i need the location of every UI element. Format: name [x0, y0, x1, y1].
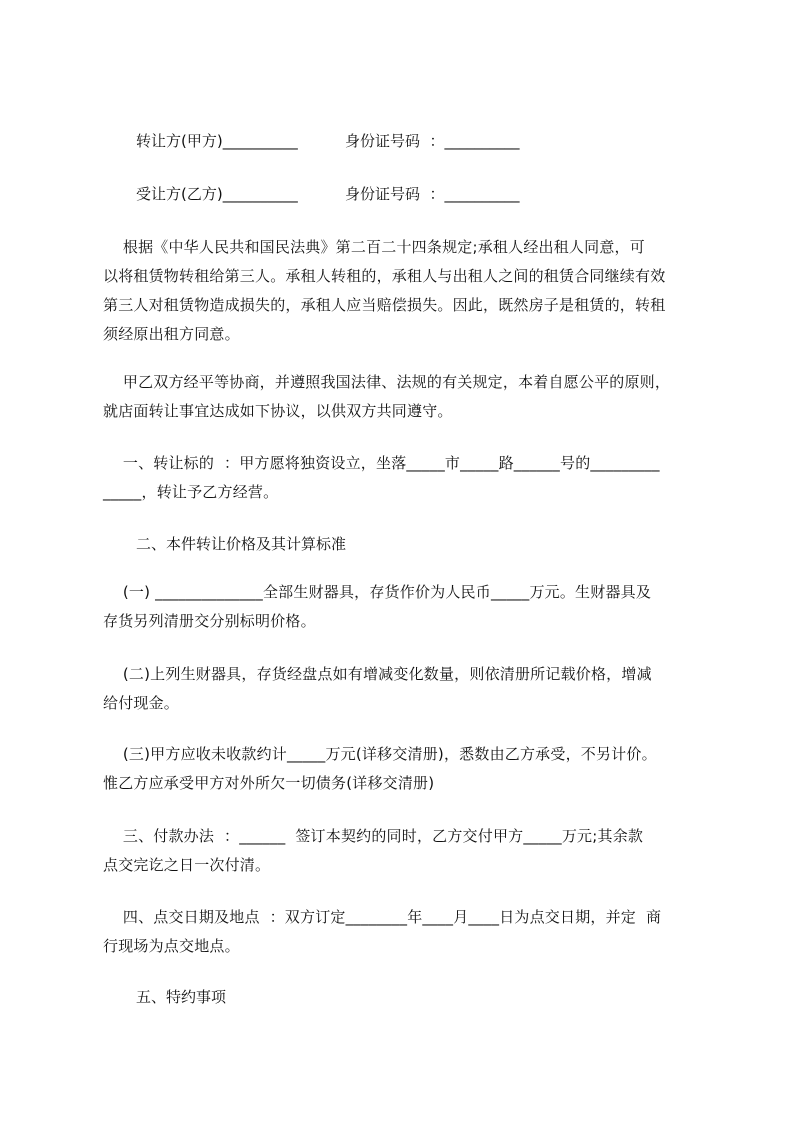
clause-3-line: 点交完讫之日一次付清。 — [103, 856, 271, 874]
agreement-paragraph — [103, 368, 703, 426]
intro-line: 以将租赁物转租给第三人。承租人转租的，承租人与出租人之间的租赁合同继续有效 — [103, 267, 666, 285]
clause-2-3-line: (三)甲方应收未收款约计_____万元(详移交清册)，悉数由乙方承受，不另计价。 — [103, 745, 657, 763]
agreement-line: 甲乙双方经平等协商，并遵照我国法律、法规的有关规定，本着自愿公平的原则， — [103, 373, 671, 391]
clause-2-heading: 二、本件转让价格及其计算标准 — [136, 535, 347, 553]
transferee-line: 受让方(乙方)__________ — [136, 185, 298, 203]
clause-1-line: _____，转让予乙方经营。 — [103, 483, 279, 501]
clause-5-heading: 五、特约事项 — [136, 988, 227, 1006]
clause-4-line: 行现场为点交地点。 — [103, 937, 240, 955]
clause-2-1-line: (一) ______________全部生财器具，存货作价为人民币_____万元。生财器具及 — [103, 583, 652, 601]
clause-1 — [103, 449, 703, 507]
clause-2-3 — [103, 740, 703, 798]
transferee-id-line: 身份证号码 ：__________ — [345, 185, 520, 203]
clause-2-1-line: 存货另列清册交分别标明价格。 — [103, 612, 316, 630]
clause-1-line: 一、转让标的 ：甲方愿将独资设立，坐落_____市_____路______号的_________ — [103, 454, 660, 472]
intro-line: 第三人对租赁物造成损失的，承租人应当赔偿损失。因此，既然房子是租赁的，转租 — [103, 296, 666, 314]
clause-2-3-line: 惟乙方应承受甲方对外所欠一切债务(详移交清册) — [103, 774, 435, 792]
clause-2-2 — [103, 660, 703, 718]
intro-line: 须经原出租方同意。 — [103, 325, 240, 343]
clause-2-2-line: 给付现金。 — [103, 694, 180, 712]
clause-4-line: 四、点交日期及地点 ：双方订定________年____月____日为点交日期，并定 商 — [103, 908, 662, 926]
intro-line: 根据《中华人民共和国民法典》第二百二十四条规定;承租人经出租人同意，可 — [103, 238, 645, 256]
clause-2-1 — [103, 578, 703, 636]
clause-4 — [103, 903, 703, 961]
clause-2-2-line: (二)上列生财器具，存货经盘点如有增减变化数量，则依清册所记载价格，增减 — [103, 665, 652, 683]
agreement-line: 就店面转让事宜达成如下协议，以供双方共同遵守。 — [103, 402, 453, 420]
clause-3-line: 三、付款办法 ：______ 签订本契约的同时，乙方交付甲方_____万元;其余款 — [103, 827, 644, 845]
intro-paragraph — [103, 233, 703, 349]
transferor-line: 转让方(甲方)__________ — [136, 132, 298, 150]
clause-3 — [103, 822, 703, 880]
transferor-id-line: 身份证号码 ：__________ — [345, 132, 520, 150]
